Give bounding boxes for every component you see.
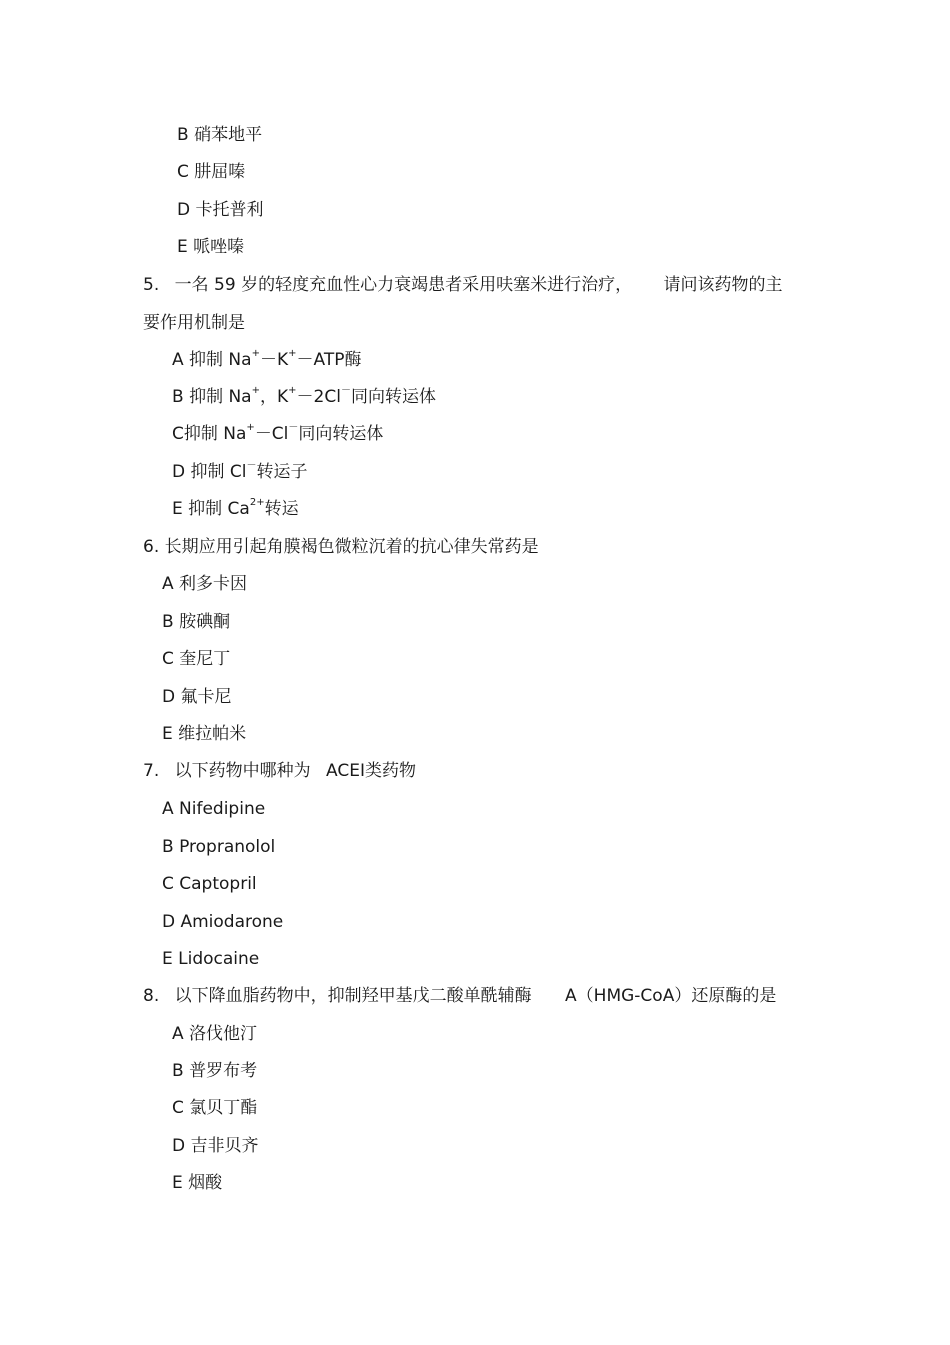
q8-option-e: E 烟酸 <box>172 1173 223 1193</box>
q5-option-c-post: 同向转运体 <box>298 424 384 444</box>
q5-option-b <box>172 386 436 408</box>
q5-option-a-mid: －K <box>259 350 289 370</box>
q7-number: 7. <box>143 761 160 781</box>
q5-option-e <box>172 498 299 520</box>
q8-stem <box>143 985 776 1007</box>
q5-stem-part-b: 请问该药物的主 <box>663 275 783 295</box>
q5-option-a-pre: A 抑制 Na <box>172 350 252 370</box>
q5-option-b-mid2: －2Cl <box>296 387 341 407</box>
q7-option-c: C Captopril <box>162 874 257 894</box>
q5-option-c-sup2: － <box>288 422 299 433</box>
q5-option-d-sup1: － <box>246 460 257 471</box>
q5-option-d <box>172 461 308 483</box>
q7-option-a: A Nifedipine <box>162 799 266 819</box>
q5-option-a-post: －ATP酶 <box>296 350 362 370</box>
q5-option-b-sup1: + <box>251 385 260 396</box>
q7-option-e: E Lidocaine <box>162 949 260 969</box>
q6-option-a: A 利多卡因 <box>162 574 248 594</box>
q8-option-a: A 洛伐他汀 <box>172 1024 258 1044</box>
q6-stem: 6. 长期应用引起角膜褐色微粒沉着的抗心律失常药是 <box>143 537 539 557</box>
q5-option-e-pre: E 抑制 Ca <box>172 499 250 519</box>
q7-stem-part-a: 以下药物中哪种为 <box>174 761 311 781</box>
q5-option-b-sup3: － <box>340 385 351 396</box>
q8-number: 8. <box>143 986 160 1006</box>
q8-option-d: D 吉非贝齐 <box>172 1136 259 1156</box>
q7-option-b: B Propranolol <box>162 837 276 857</box>
q6-option-b: B 胺碘酮 <box>162 612 231 632</box>
q5-stem-line2: 要作用机制是 <box>143 313 245 333</box>
q5-option-c-sup1: + <box>246 422 255 433</box>
q5-option-a <box>172 349 361 371</box>
q5-option-c-pre: C抑制 Na <box>172 424 247 444</box>
q6-option-d: D 氟卡尼 <box>162 687 232 707</box>
q5-stem-line1 <box>143 274 783 296</box>
q4-option-e: E 哌唑嗪 <box>177 237 245 257</box>
q7-stem-part-b: ACEI类药物 <box>326 761 417 781</box>
q5-option-a-sup1: + <box>251 348 260 359</box>
q5-number: 5. <box>143 275 160 295</box>
q8-option-b: B 普罗布考 <box>172 1061 258 1081</box>
q5-option-c-mid: －Cl <box>254 424 289 444</box>
q8-option-c: C 氯贝丁酯 <box>172 1098 258 1118</box>
q8-stem-part-b: A（HMG-CoA）还原酶的是 <box>565 986 777 1006</box>
q4-option-b: B 硝苯地平 <box>177 125 263 145</box>
q5-option-b-mid: ，K <box>260 387 289 407</box>
q4-option-c: C 肼屈嗪 <box>177 162 246 182</box>
q5-stem-part-a: 一名 59 岁的轻度充血性心力衰竭患者采用呋塞米进行治疗， <box>174 275 633 295</box>
q5-option-d-post: 转运子 <box>256 462 308 482</box>
q5-option-b-sup2: + <box>288 385 297 396</box>
q7-option-d: D Amiodarone <box>162 912 284 932</box>
q5-option-e-post: 转运 <box>264 499 299 519</box>
q5-option-d-pre: D 抑制 Cl <box>172 462 247 482</box>
q8-stem-part-a: 以下降血脂药物中，抑制羟甲基戊二酸单酰辅酶 <box>174 986 532 1006</box>
q5-option-b-pre: B 抑制 Na <box>172 387 252 407</box>
q5-option-e-sup1: 2+ <box>249 497 265 508</box>
q5-option-b-post: 同向转运体 <box>350 387 436 407</box>
q5-option-c <box>172 423 383 445</box>
q6-option-c: C 奎尼丁 <box>162 649 231 669</box>
q4-option-d: D 卡托普利 <box>177 200 264 220</box>
q6-option-e: E 维拉帕米 <box>162 724 247 744</box>
q7-stem <box>143 760 416 782</box>
q5-option-a-sup2: + <box>288 348 297 359</box>
